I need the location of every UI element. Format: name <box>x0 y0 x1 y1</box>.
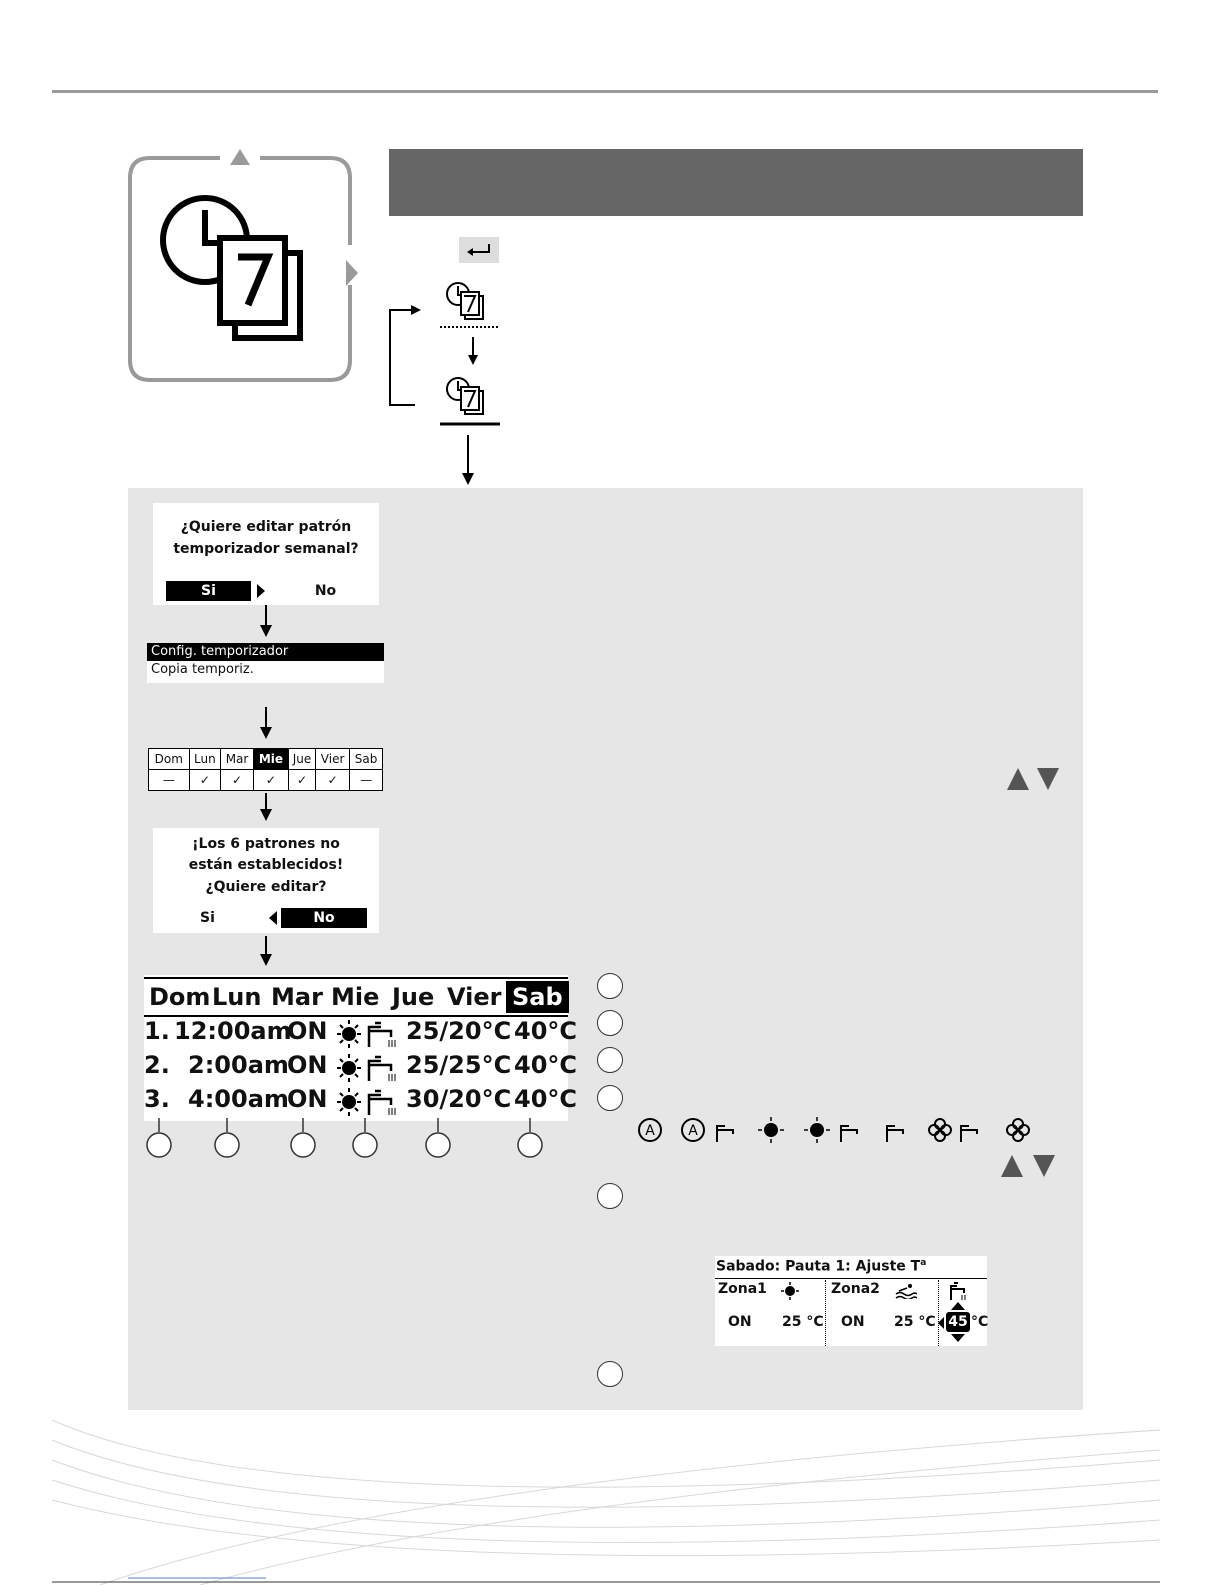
step-marker <box>597 1085 623 1111</box>
mode-icons-row <box>635 1112 1035 1148</box>
caret-left-icon <box>937 1316 945 1330</box>
patterns-warning-dialog <box>153 828 379 933</box>
day-mark: ✓ <box>288 770 315 791</box>
auto-tap-mode-icon <box>682 1119 733 1142</box>
dialog-question-line2: temporizador semanal? <box>173 541 359 557</box>
day-jue: Jue <box>392 983 435 1011</box>
up-arrow-icon[interactable] <box>950 1301 966 1311</box>
edit-weekly-dialog <box>153 503 379 605</box>
timer-icon-small <box>447 283 483 319</box>
down-arrow-icon[interactable] <box>950 1333 966 1343</box>
day-sab: Sab <box>506 981 569 1013</box>
auto-mode-icon <box>639 1119 661 1141</box>
warning-line1: ¡Los 6 patrones no <box>192 836 340 852</box>
timer-toggle-diagram <box>385 275 510 490</box>
day-jue[interactable]: Jue <box>288 749 315 770</box>
row-tank: 40°C <box>514 1017 578 1045</box>
day-mark: — <box>350 770 383 791</box>
row-state: ON <box>287 1085 328 1113</box>
svg-text:A: A <box>645 1123 655 1139</box>
day-mie[interactable]: Mie <box>253 749 288 770</box>
menu-item-config-timer[interactable]: Config. temporizador <box>147 643 384 661</box>
callout-markers <box>140 1118 580 1160</box>
divider <box>825 1280 826 1346</box>
row-time: 12:00am <box>174 1017 292 1045</box>
section-header-bar <box>389 149 1083 216</box>
zone2-temp: 25 °C <box>894 1314 936 1330</box>
temp-adjust-display <box>715 1256 987 1346</box>
row-number: 3. <box>144 1085 170 1113</box>
heat-tap-mode-icon <box>804 1117 857 1143</box>
zone2-label: Zona2 <box>831 1281 880 1297</box>
tank-temp-unit: °C <box>971 1314 989 1330</box>
heat-and-tap-icon <box>337 1087 399 1117</box>
day-mark: ✓ <box>253 770 288 791</box>
cool-tap-mode-icon <box>929 1119 977 1142</box>
tank-temp-value[interactable]: 45 <box>946 1312 970 1332</box>
weekly-timer-icon <box>120 145 365 390</box>
adjust-title: Sabado: Pauta 1: Ajuste $T^a$ <box>716 1258 927 1275</box>
row-time: 4:00am <box>188 1085 289 1113</box>
row-temps: 30/20°C <box>406 1085 512 1113</box>
day-sab[interactable]: Sab <box>350 749 383 770</box>
up-down-keys-icon <box>1005 766 1061 792</box>
down-arrow-icon <box>258 793 274 823</box>
row-state: ON <box>287 1051 328 1079</box>
schedule-row[interactable] <box>144 1085 578 1117</box>
caret-right-icon <box>256 583 266 599</box>
divider <box>938 1280 939 1346</box>
step-marker <box>597 1183 623 1209</box>
step-marker <box>597 1010 623 1036</box>
day-mark: ✓ <box>316 770 350 791</box>
day-mar: Mar <box>271 983 323 1011</box>
timer-menu <box>147 643 384 683</box>
yes-option[interactable]: Si <box>200 910 215 926</box>
down-arrow-icon <box>258 605 274 639</box>
down-arrow-icon <box>258 936 274 968</box>
row-number: 1. <box>144 1017 170 1045</box>
day-lun[interactable]: Lun <box>189 749 220 770</box>
row-temps: 25/20°C <box>406 1017 512 1045</box>
day-mie: Mie <box>331 983 380 1011</box>
step-marker <box>597 1047 623 1073</box>
zone1-label: Zona1 <box>718 1281 767 1297</box>
heat-and-tap-icon <box>337 1019 399 1049</box>
warning-line3: ¿Quiere editar? <box>205 879 327 895</box>
heat-icon <box>780 1282 800 1300</box>
row-tank: 40°C <box>514 1085 578 1113</box>
pool-icon <box>895 1283 917 1299</box>
tap-mode-icon <box>887 1126 903 1142</box>
step-marker <box>597 973 623 999</box>
day-mark: ✓ <box>221 770 254 791</box>
down-arrow-icon <box>258 707 274 741</box>
schedule-row[interactable] <box>144 1017 578 1049</box>
row-time: 2:00am <box>188 1051 289 1079</box>
no-option[interactable]: No <box>314 583 337 599</box>
enter-key-icon <box>459 237 499 263</box>
schedule-row[interactable] <box>144 1051 578 1083</box>
days-selector <box>148 748 383 791</box>
day-mar[interactable]: Mar <box>221 749 254 770</box>
tap-icon <box>947 1281 969 1301</box>
cool-mode-icon <box>1007 1119 1029 1141</box>
day-dom: Dom <box>149 983 211 1011</box>
menu-item-copy-timer[interactable]: Copia temporiz. <box>151 662 254 677</box>
up-down-keys-icon <box>999 1153 1059 1179</box>
row-temps: 25/25°C <box>406 1051 512 1079</box>
row-number: 2. <box>144 1051 170 1079</box>
row-state: ON <box>287 1017 328 1045</box>
yes-option[interactable]: Si <box>166 581 251 601</box>
warning-line2: están establecidos! <box>188 857 344 873</box>
schedule-display <box>144 975 578 1121</box>
decorative-background-waves <box>0 1420 1225 1585</box>
day-vier[interactable]: Vier <box>316 749 350 770</box>
top-rule <box>52 90 1158 93</box>
heat-mode-icon <box>758 1117 784 1143</box>
row-tank: 40°C <box>514 1051 578 1079</box>
day-dom[interactable]: Dom <box>149 749 190 770</box>
heat-and-tap-icon <box>337 1053 399 1083</box>
weekly-timer-icon-box <box>120 145 365 390</box>
day-mark: — <box>149 770 190 791</box>
day-mark: ✓ <box>189 770 220 791</box>
step-marker <box>597 1361 623 1387</box>
day-lun: Lun <box>212 983 262 1011</box>
day-vier: Vier <box>447 983 502 1011</box>
zone1-state: ON <box>728 1314 752 1330</box>
schedule-day-header <box>144 977 568 1017</box>
no-option[interactable]: No <box>281 908 367 928</box>
zone2-state: ON <box>841 1314 865 1330</box>
dialog-question-line1: ¿Quiere editar patrón <box>180 519 352 535</box>
caret-left-icon <box>268 910 278 926</box>
zone1-temp: 25 °C <box>782 1314 824 1330</box>
svg-text:A: A <box>688 1123 698 1139</box>
divider <box>715 1278 987 1279</box>
